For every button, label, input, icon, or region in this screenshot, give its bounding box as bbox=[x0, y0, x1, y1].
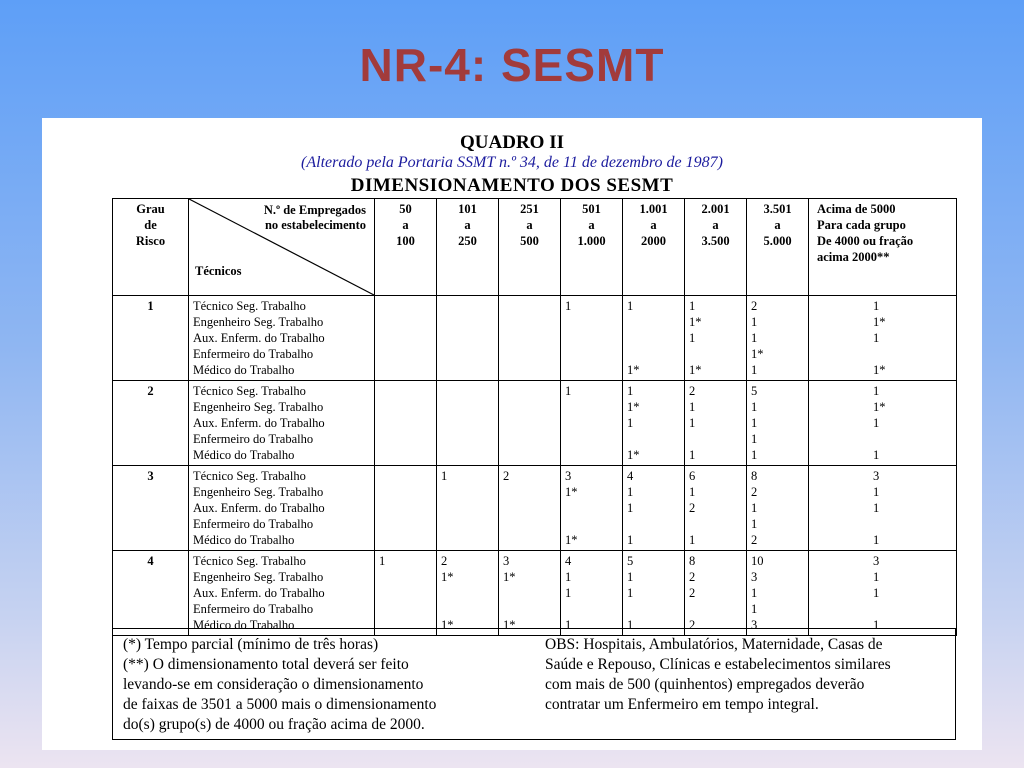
value-line: 1* bbox=[689, 315, 702, 329]
column-header-line: a bbox=[712, 218, 719, 232]
profession-label: Médico do Trabalho bbox=[193, 448, 295, 462]
column-header-line: 3.500 bbox=[701, 234, 730, 248]
value-cell bbox=[375, 296, 437, 381]
value-line: 1 bbox=[873, 448, 880, 462]
profession-label: Técnico Seg. Trabalho bbox=[193, 384, 306, 398]
value-cell bbox=[809, 381, 957, 466]
column-header-line: 501 bbox=[582, 202, 601, 216]
value-line: 2 bbox=[751, 299, 758, 313]
value-line bbox=[441, 362, 494, 378]
value-line: 6 bbox=[689, 469, 696, 483]
value-line bbox=[565, 447, 618, 463]
column-header bbox=[685, 199, 747, 296]
value-line: 2 bbox=[689, 618, 696, 632]
professions-cell bbox=[189, 466, 375, 551]
value-line: 3 bbox=[503, 554, 510, 568]
value-line bbox=[503, 516, 556, 532]
value-line: 2 bbox=[503, 469, 510, 483]
document-subheading: (Alterado pela Portaria SSMT n.º 34, de 11 de dezembro de 1987) bbox=[301, 154, 723, 171]
profession-label: Médico do Trabalho bbox=[193, 363, 295, 377]
value-line bbox=[441, 415, 494, 431]
value-line bbox=[813, 516, 952, 532]
value-line: 1* bbox=[441, 570, 454, 584]
value-line: 1 bbox=[689, 416, 696, 430]
value-line bbox=[379, 431, 432, 447]
table-row bbox=[113, 296, 957, 381]
value-line: 3 bbox=[873, 469, 880, 483]
value-line bbox=[627, 330, 680, 346]
column-header-line: 1.000 bbox=[577, 234, 606, 248]
value-line: 1 bbox=[627, 384, 634, 398]
value-line bbox=[627, 431, 680, 447]
value-line: 1 bbox=[689, 485, 696, 499]
value-line: 1 bbox=[627, 299, 634, 313]
value-line: 1* bbox=[873, 400, 886, 414]
value-line bbox=[379, 601, 432, 617]
value-line: 1 bbox=[627, 570, 634, 584]
value-line bbox=[379, 468, 432, 484]
column-header-line: 3.501 bbox=[763, 202, 792, 216]
value-line bbox=[565, 431, 618, 447]
value-line bbox=[441, 585, 494, 601]
value-cell bbox=[685, 466, 747, 551]
column-header-line: 250 bbox=[458, 234, 477, 248]
value-line: 2 bbox=[751, 533, 758, 547]
value-line bbox=[503, 383, 556, 399]
value-line bbox=[441, 383, 494, 399]
value-line bbox=[565, 330, 618, 346]
value-line bbox=[565, 516, 618, 532]
obs-line: contratar um Enfermeiro em tempo integral. bbox=[545, 696, 819, 713]
value-line bbox=[379, 314, 432, 330]
note-line: (*) Tempo parcial (mínimo de três horas) bbox=[123, 636, 379, 653]
profession-label: Médico do Trabalho bbox=[193, 533, 295, 547]
column-header-line: Acima de 5000 bbox=[817, 202, 896, 216]
value-line: 1 bbox=[627, 485, 634, 499]
value-line bbox=[379, 569, 432, 585]
value-line bbox=[379, 298, 432, 314]
header-diagonal-cell bbox=[189, 199, 375, 296]
professions-cell bbox=[189, 296, 375, 381]
value-line: 1 bbox=[689, 331, 696, 345]
value-line: 1* bbox=[565, 533, 578, 547]
value-line bbox=[565, 362, 618, 378]
value-line bbox=[565, 399, 618, 415]
value-cell bbox=[561, 551, 623, 636]
value-line: 1 bbox=[751, 432, 758, 446]
value-line bbox=[441, 346, 494, 362]
column-header-line: 101 bbox=[458, 202, 477, 216]
column-header bbox=[747, 199, 809, 296]
profession-label: Enfermeiro do Trabalho bbox=[193, 347, 314, 361]
value-line bbox=[379, 383, 432, 399]
value-cell bbox=[499, 551, 561, 636]
value-line: 1 bbox=[751, 448, 758, 462]
column-header-line: 50 bbox=[399, 202, 412, 216]
value-line: 1 bbox=[565, 570, 572, 584]
value-cell bbox=[499, 466, 561, 551]
value-line: 1* bbox=[689, 363, 702, 377]
value-line bbox=[379, 484, 432, 500]
value-line: 1 bbox=[627, 416, 634, 430]
value-line bbox=[441, 431, 494, 447]
document-subtitle: DIMENSIONAMENTO DOS SESMT bbox=[350, 175, 674, 196]
value-cell bbox=[375, 551, 437, 636]
header-tecnicos-label: Técnicos bbox=[195, 264, 242, 278]
value-line: 1 bbox=[873, 501, 880, 515]
table-row bbox=[113, 466, 957, 551]
column-header-line: 2000 bbox=[641, 234, 666, 248]
value-line: 3 bbox=[751, 570, 758, 584]
value-cell bbox=[623, 296, 685, 381]
value-cell bbox=[623, 381, 685, 466]
value-line bbox=[379, 532, 432, 548]
value-line: 1* bbox=[873, 315, 886, 329]
sesmt-table bbox=[112, 198, 957, 636]
value-line bbox=[689, 346, 742, 362]
column-header-line: 5.000 bbox=[763, 234, 792, 248]
value-line: 1 bbox=[873, 384, 880, 398]
value-cell bbox=[685, 551, 747, 636]
grau-risco-cell: 2 bbox=[113, 381, 189, 466]
value-line bbox=[503, 431, 556, 447]
value-line: 1* bbox=[627, 400, 640, 414]
profession-label: Engenheiro Seg. Trabalho bbox=[193, 485, 324, 499]
value-cell bbox=[747, 466, 809, 551]
value-line: 1 bbox=[873, 416, 880, 430]
value-line: 1 bbox=[379, 554, 386, 568]
value-line bbox=[379, 447, 432, 463]
column-header-line: a bbox=[526, 218, 533, 232]
value-line: 8 bbox=[751, 469, 758, 483]
professions-cell bbox=[189, 551, 375, 636]
value-line: 1* bbox=[751, 347, 764, 361]
value-line bbox=[689, 601, 742, 617]
notes-box bbox=[112, 628, 956, 740]
value-cell bbox=[437, 381, 499, 466]
value-line: 3 bbox=[751, 618, 758, 632]
value-cell bbox=[623, 466, 685, 551]
value-line: 1 bbox=[751, 331, 758, 345]
value-line: 1 bbox=[627, 533, 634, 547]
column-header-line: a bbox=[464, 218, 471, 232]
value-line bbox=[689, 431, 742, 447]
value-line: 5 bbox=[627, 554, 634, 568]
grau-risco-cell: 3 bbox=[113, 466, 189, 551]
value-line bbox=[379, 330, 432, 346]
profession-label: Engenheiro Seg. Trabalho bbox=[193, 400, 324, 414]
value-line bbox=[565, 314, 618, 330]
value-line bbox=[627, 601, 680, 617]
value-line bbox=[689, 516, 742, 532]
value-cell bbox=[375, 466, 437, 551]
value-line bbox=[503, 362, 556, 378]
profession-label: Técnico Seg. Trabalho bbox=[193, 299, 306, 313]
value-line: 1 bbox=[565, 618, 572, 632]
notes-left bbox=[123, 635, 523, 735]
value-line: 2 bbox=[441, 554, 448, 568]
document-heading: QUADRO II bbox=[460, 132, 564, 153]
column-header-line: acima 2000** bbox=[817, 250, 890, 264]
header-empregados-line: no estabelecimento bbox=[264, 218, 366, 232]
value-cell bbox=[685, 381, 747, 466]
profession-label: Aux. Enferm. do Trabalho bbox=[193, 501, 325, 515]
value-line bbox=[503, 500, 556, 516]
value-line: 1 bbox=[873, 331, 880, 345]
note-line: do(s) grupo(s) de 4000 ou fração acima de 2000. bbox=[123, 716, 425, 733]
value-line: 1* bbox=[503, 618, 516, 632]
value-line bbox=[503, 346, 556, 362]
value-line: 2 bbox=[689, 384, 696, 398]
value-line bbox=[813, 431, 952, 447]
profession-label: Engenheiro Seg. Trabalho bbox=[193, 570, 324, 584]
value-line: 10 bbox=[751, 554, 764, 568]
value-line: 1 bbox=[689, 448, 696, 462]
value-line bbox=[441, 314, 494, 330]
column-header bbox=[809, 199, 957, 296]
column-header-line: Para cada grupo bbox=[817, 218, 906, 232]
value-cell bbox=[747, 296, 809, 381]
value-line bbox=[379, 415, 432, 431]
value-line: 4 bbox=[627, 469, 634, 483]
header-grau-line: de bbox=[144, 218, 157, 232]
value-line: 1 bbox=[689, 299, 696, 313]
value-line bbox=[441, 516, 494, 532]
value-line bbox=[503, 399, 556, 415]
grau-risco-cell: 1 bbox=[113, 296, 189, 381]
value-line bbox=[441, 399, 494, 415]
profession-label: Aux. Enferm. do Trabalho bbox=[193, 586, 325, 600]
profession-label: Aux. Enferm. do Trabalho bbox=[193, 331, 325, 345]
table-body bbox=[113, 199, 957, 636]
value-line: 2 bbox=[689, 570, 696, 584]
value-line bbox=[441, 601, 494, 617]
value-cell bbox=[437, 551, 499, 636]
value-line: 1 bbox=[565, 384, 572, 398]
header-row bbox=[113, 199, 957, 296]
value-line bbox=[627, 314, 680, 330]
value-line: 1 bbox=[873, 485, 880, 499]
value-line bbox=[813, 346, 952, 362]
value-line bbox=[627, 516, 680, 532]
value-line bbox=[503, 298, 556, 314]
value-cell bbox=[623, 551, 685, 636]
note-line: de faixas de 3501 a 5000 mais o dimensionamento bbox=[123, 696, 437, 713]
value-line: 3 bbox=[565, 469, 572, 483]
value-line bbox=[379, 516, 432, 532]
value-line: 1 bbox=[873, 533, 880, 547]
value-line: 1 bbox=[751, 517, 758, 531]
header-grau-line: Grau bbox=[136, 202, 165, 216]
value-line bbox=[379, 346, 432, 362]
value-line: 4 bbox=[565, 554, 572, 568]
value-line: 1* bbox=[627, 448, 640, 462]
value-cell bbox=[809, 466, 957, 551]
profession-label: Engenheiro Seg. Trabalho bbox=[193, 315, 324, 329]
value-line: 1 bbox=[751, 315, 758, 329]
column-header bbox=[499, 199, 561, 296]
column-header-line: a bbox=[588, 218, 595, 232]
value-line bbox=[565, 601, 618, 617]
value-cell bbox=[809, 551, 957, 636]
value-line bbox=[565, 346, 618, 362]
value-cell bbox=[561, 381, 623, 466]
value-cell bbox=[437, 466, 499, 551]
value-line bbox=[441, 330, 494, 346]
value-cell bbox=[747, 381, 809, 466]
column-header-line: 100 bbox=[396, 234, 415, 248]
value-cell bbox=[561, 466, 623, 551]
value-line: 1* bbox=[503, 570, 516, 584]
value-line: 8 bbox=[689, 554, 696, 568]
column-header-line: a bbox=[774, 218, 781, 232]
value-line: 1* bbox=[565, 485, 578, 499]
value-line: 1 bbox=[751, 501, 758, 515]
value-line: 1 bbox=[873, 299, 880, 313]
profession-label: Aux. Enferm. do Trabalho bbox=[193, 416, 325, 430]
value-line: 3 bbox=[873, 554, 880, 568]
value-line: 1 bbox=[627, 501, 634, 515]
header-grau-line: Risco bbox=[135, 234, 166, 248]
value-line: 2 bbox=[751, 485, 758, 499]
professions-cell bbox=[189, 381, 375, 466]
profession-label: Médico do Trabalho bbox=[193, 618, 295, 632]
column-header bbox=[561, 199, 623, 296]
value-line bbox=[503, 447, 556, 463]
column-header-line: 500 bbox=[520, 234, 539, 248]
column-header bbox=[623, 199, 685, 296]
value-cell bbox=[499, 381, 561, 466]
value-line: 1* bbox=[441, 618, 454, 632]
obs-line: com mais de 500 (quinhentos) empregados deverão bbox=[545, 676, 865, 693]
value-line bbox=[503, 532, 556, 548]
value-line bbox=[503, 314, 556, 330]
value-line: 5 bbox=[751, 384, 758, 398]
column-header-line: a bbox=[650, 218, 657, 232]
profession-label: Enfermeiro do Trabalho bbox=[193, 602, 314, 616]
column-header-line: 2.001 bbox=[701, 202, 730, 216]
value-line: 1 bbox=[627, 618, 634, 632]
value-cell bbox=[561, 296, 623, 381]
column-header bbox=[375, 199, 437, 296]
value-line: 1 bbox=[689, 400, 696, 414]
value-line bbox=[379, 500, 432, 516]
profession-label: Enfermeiro do Trabalho bbox=[193, 432, 314, 446]
value-line: 1 bbox=[689, 533, 696, 547]
value-cell bbox=[499, 296, 561, 381]
obs-line: OBS: Hospitais, Ambulatórios, Maternidade, Casas de bbox=[545, 636, 883, 653]
value-cell bbox=[375, 381, 437, 466]
value-line bbox=[503, 585, 556, 601]
value-line bbox=[503, 484, 556, 500]
column-header-line: De 4000 ou fração bbox=[817, 234, 914, 248]
value-cell bbox=[437, 296, 499, 381]
value-line: 1 bbox=[565, 586, 572, 600]
value-line bbox=[565, 415, 618, 431]
header-empregados-line: N.º de Empregados bbox=[263, 203, 366, 217]
value-line: 1 bbox=[751, 363, 758, 377]
value-line: 1 bbox=[751, 602, 758, 616]
value-line: 1 bbox=[873, 586, 880, 600]
value-line bbox=[503, 601, 556, 617]
value-line: 1 bbox=[751, 400, 758, 414]
value-line: 1 bbox=[565, 299, 572, 313]
value-line: 1* bbox=[873, 363, 886, 377]
value-line bbox=[379, 362, 432, 378]
value-line bbox=[441, 447, 494, 463]
obs-line: Saúde e Repouso, Clínicas e estabelecimentos similares bbox=[545, 656, 891, 673]
grau-risco-cell: 4 bbox=[113, 551, 189, 636]
value-line: 1 bbox=[751, 586, 758, 600]
header-grau-cell bbox=[113, 199, 189, 296]
value-line bbox=[441, 484, 494, 500]
value-line: 1 bbox=[873, 618, 880, 632]
value-line bbox=[379, 585, 432, 601]
value-line: 1 bbox=[441, 469, 448, 483]
value-line: 1* bbox=[627, 363, 640, 377]
column-header-line: 251 bbox=[520, 202, 539, 216]
value-line: 1 bbox=[873, 570, 880, 584]
value-line bbox=[379, 399, 432, 415]
slide-title: NR-4: SESMT bbox=[359, 39, 665, 91]
notes-right bbox=[545, 635, 949, 715]
note-line: (**) O dimensionamento total deverá ser feito bbox=[123, 656, 409, 673]
profession-label: Técnico Seg. Trabalho bbox=[193, 554, 306, 568]
value-line bbox=[813, 601, 952, 617]
value-line bbox=[503, 330, 556, 346]
value-line bbox=[503, 415, 556, 431]
profession-label: Enfermeiro do Trabalho bbox=[193, 517, 314, 531]
value-line: 2 bbox=[689, 586, 696, 600]
column-header-line: 1.001 bbox=[639, 202, 668, 216]
document-image bbox=[42, 118, 982, 750]
value-line bbox=[441, 532, 494, 548]
column-header bbox=[437, 199, 499, 296]
value-line bbox=[565, 500, 618, 516]
table-row bbox=[113, 381, 957, 466]
value-line: 1 bbox=[627, 586, 634, 600]
value-line bbox=[441, 500, 494, 516]
column-header-line: a bbox=[402, 218, 409, 232]
value-line bbox=[627, 346, 680, 362]
value-line: 1 bbox=[751, 416, 758, 430]
value-cell bbox=[809, 296, 957, 381]
header-empregados-label bbox=[264, 203, 366, 233]
table-row bbox=[113, 551, 957, 636]
value-cell bbox=[747, 551, 809, 636]
value-line: 2 bbox=[689, 501, 696, 515]
value-cell bbox=[685, 296, 747, 381]
note-line: levando-se em consideração o dimensionamento bbox=[123, 676, 424, 693]
value-line bbox=[441, 298, 494, 314]
profession-label: Técnico Seg. Trabalho bbox=[193, 469, 306, 483]
